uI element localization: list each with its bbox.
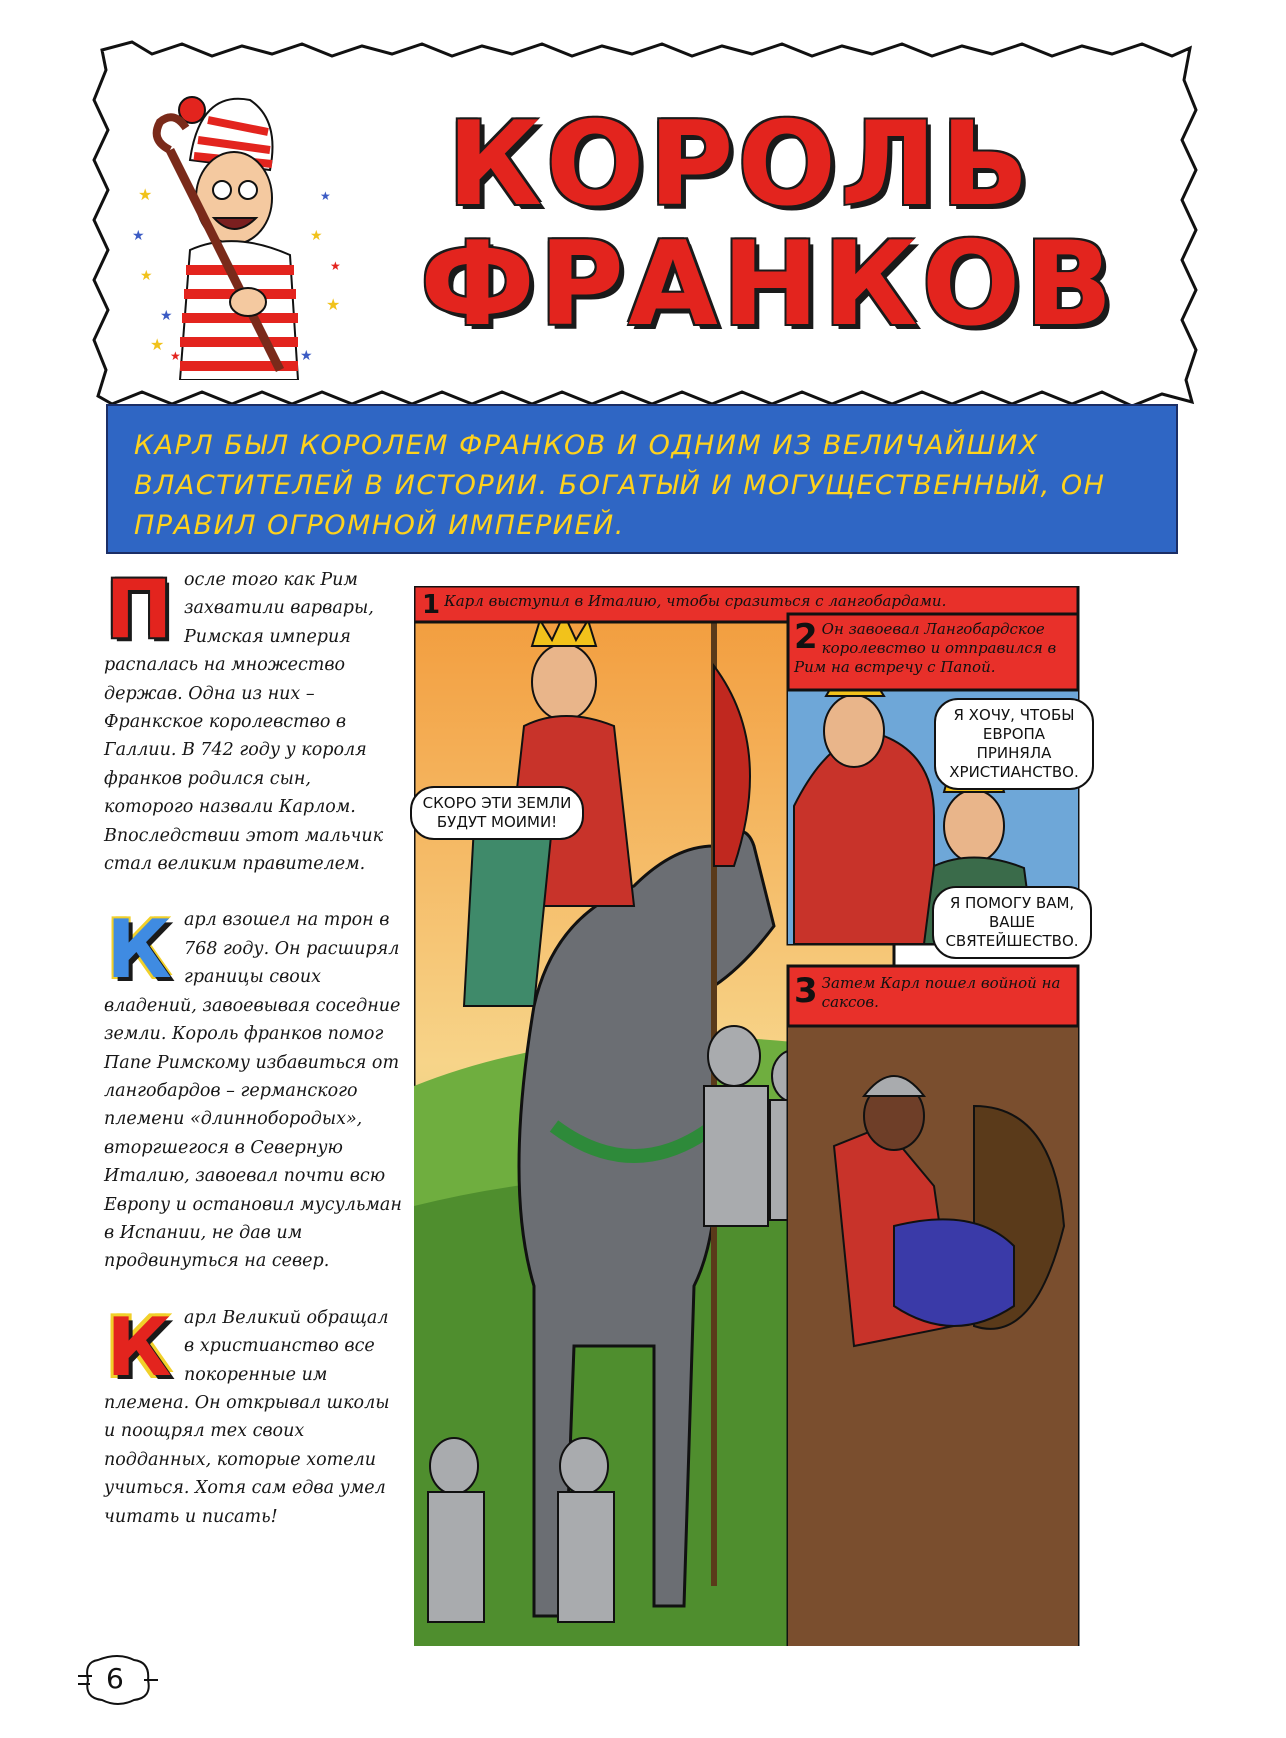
page-number: 6 bbox=[106, 1662, 124, 1695]
drop-cap-2: К bbox=[106, 903, 172, 997]
svg-text:★: ★ bbox=[150, 335, 165, 354]
svg-text:★: ★ bbox=[170, 349, 181, 363]
svg-text:★: ★ bbox=[326, 295, 341, 314]
caption-3-number: 3 bbox=[794, 971, 818, 1011]
drop-cap-3: К bbox=[106, 1300, 172, 1394]
title-line-2: ФРАНКОВ bbox=[420, 217, 1117, 352]
speech-bubble-1: СКОРО ЭТИ ЗЕМЛИ БУДУТ МОИМИ! bbox=[410, 786, 584, 840]
comic-panel-3 bbox=[788, 966, 1078, 1646]
caption-1 bbox=[422, 592, 1062, 618]
paragraph-2-text: арл взошел на трон в 768 году. Он расширял границы своих владений, завоевывая соседние земли. Король франков помог Папе Римскому избавиться от лангобардов – германского племени «длиннобородых», вторгшегося в Северную Италию, завоевал почти всю Европу и остановил мусульман в Испании, не дав им продвинуться на север. bbox=[104, 910, 402, 1272]
caption-3-text: Затем Карл пошел войной на саксов. bbox=[821, 974, 1061, 1011]
caption-1-number: 1 bbox=[422, 590, 441, 620]
paragraph-3-text: арл Великий обращал в христианство все покоренные им племена. Он открывал школы и поощрял тех своих подданных, которые хотели учиться. Хотя сам едва умел читать и писать! bbox=[104, 1307, 390, 1527]
caption-1-text: Карл выступил в Италию, чтобы сразиться с лангобардами. bbox=[444, 592, 947, 610]
speech-bubble-2: Я ХОЧУ, ЧТОБЫ ЕВРОПА ПРИНЯЛА ХРИСТИАНСТВО. bbox=[934, 698, 1094, 790]
caption-2-number: 2 bbox=[794, 617, 818, 657]
svg-text:★: ★ bbox=[300, 348, 313, 364]
svg-text:★: ★ bbox=[310, 228, 323, 244]
title-line-1: КОРОЛЬ bbox=[447, 97, 1033, 232]
body-paragraph-2 bbox=[104, 903, 404, 1275]
speech-bubble-3: Я ПОМОГУ ВАМ, ВАШЕ СВЯТЕЙШЕСТВО. bbox=[932, 886, 1092, 959]
svg-text:★: ★ bbox=[138, 185, 153, 204]
page-number-badge bbox=[78, 1652, 158, 1708]
caption-2-text: Он завоевал Лангобардское королевство и отправился в Рим на встречу с Папой. bbox=[794, 620, 1057, 676]
caption-2 bbox=[794, 617, 1070, 677]
intro-banner bbox=[106, 404, 1178, 554]
mascot-illustration bbox=[130, 80, 350, 380]
body-column bbox=[104, 563, 404, 1559]
body-paragraph-1 bbox=[104, 563, 404, 878]
intro-text: КАРЛ БЫЛ КОРОЛЕМ ФРАНКОВ И ОДНИМ ИЗ ВЕЛИЧАЙШИХ ВЛАСТИТЕЛЕЙ В ИСТОРИИ. БОГАТЫЙ И МОГУЩЕСТВЕННЫЙ, ОН ПРАВИЛ ОГРОМНОЙ ИМПЕРИЕЙ. bbox=[134, 430, 1106, 541]
svg-text:★: ★ bbox=[132, 228, 145, 244]
body-paragraph-3 bbox=[104, 1300, 404, 1531]
page-title bbox=[420, 97, 1117, 352]
caption-3 bbox=[794, 971, 1070, 1012]
svg-text:★: ★ bbox=[140, 268, 153, 284]
paragraph-1-text: осле того как Рим захватили варвары, Римская империя распалась на множество держав. Одна из них – Франкское королевство в Галлии. В 742 году у короля франков родился сын, которого назвали Карлом. Впоследствии этот мальчик стал великим правителем. bbox=[104, 570, 384, 875]
drop-cap-1: П bbox=[105, 563, 173, 656]
svg-text:★: ★ bbox=[160, 308, 173, 324]
svg-text:★: ★ bbox=[330, 259, 341, 273]
svg-text:★: ★ bbox=[320, 189, 331, 203]
comic-strip bbox=[414, 586, 1196, 1646]
